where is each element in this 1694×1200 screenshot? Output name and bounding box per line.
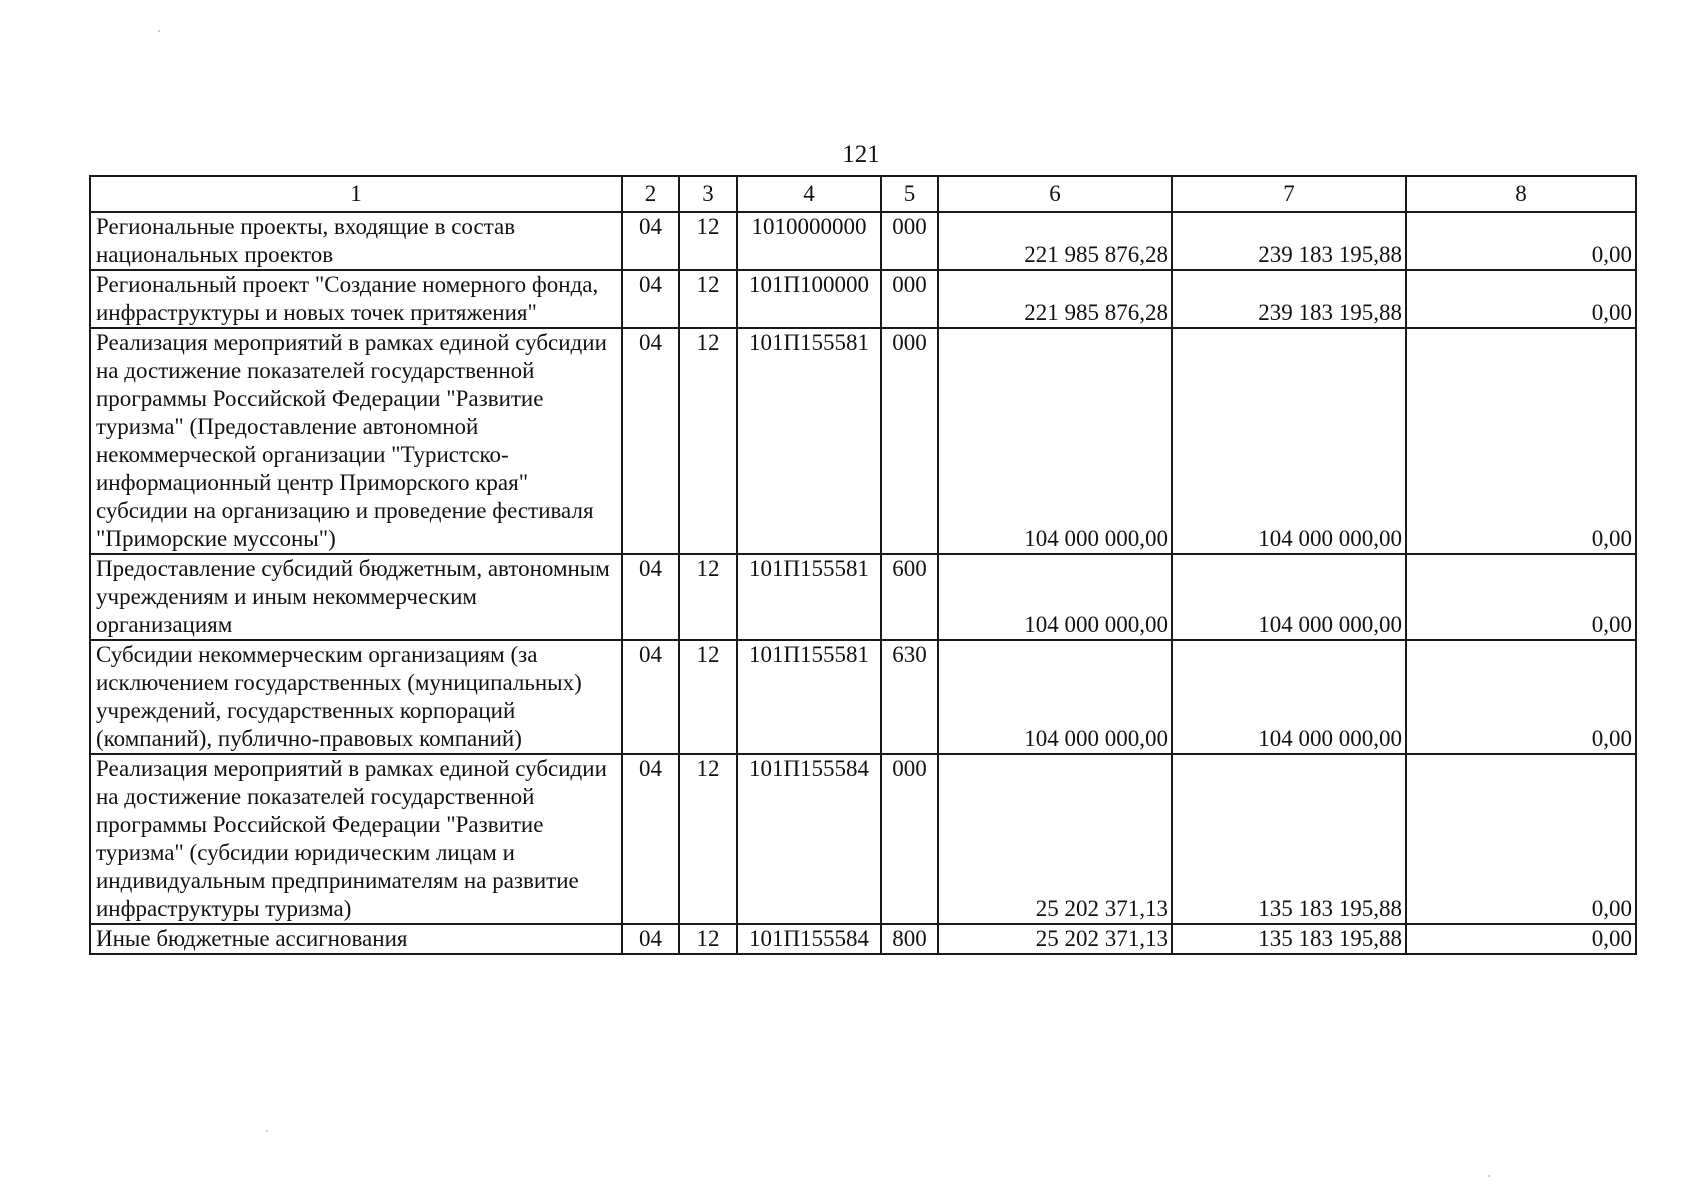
subsection-code: 12 bbox=[679, 270, 737, 328]
amount-col-7: 135 183 195,88 bbox=[1172, 924, 1406, 954]
budget-table bbox=[89, 175, 1637, 955]
amount-col-7: 104 000 000,00 bbox=[1172, 328, 1406, 554]
section-code: 04 bbox=[622, 270, 679, 328]
row-name: Иные бюджетные ассигнования bbox=[90, 924, 622, 954]
expense-type-code: 000 bbox=[881, 270, 938, 328]
amount-col-8: 0,00 bbox=[1406, 212, 1636, 270]
amount-col-8: 0,00 bbox=[1406, 924, 1636, 954]
amount-col-6: 221 985 876,28 bbox=[938, 212, 1172, 270]
amount-col-6: 25 202 371,13 bbox=[938, 924, 1172, 954]
table-row bbox=[90, 328, 1636, 554]
header-cell-7: 7 bbox=[1172, 176, 1406, 212]
amount-col-7: 104 000 000,00 bbox=[1172, 554, 1406, 640]
section-code: 04 bbox=[622, 212, 679, 270]
amount-col-8: 0,00 bbox=[1406, 554, 1636, 640]
amount-col-8: 0,00 bbox=[1406, 640, 1636, 754]
subsection-code: 12 bbox=[679, 554, 737, 640]
scan-speck bbox=[158, 30, 160, 32]
subsection-code: 12 bbox=[679, 754, 737, 924]
amount-col-6: 104 000 000,00 bbox=[938, 328, 1172, 554]
target-article-code: 101П155584 bbox=[737, 754, 881, 924]
amount-col-7: 104 000 000,00 bbox=[1172, 640, 1406, 754]
expense-type-code: 000 bbox=[881, 328, 938, 554]
target-article-code: 101П155581 bbox=[737, 554, 881, 640]
row-name: Предоставление субсидий бюджетным, автономным учреждениям и иным некоммерческим организациям bbox=[90, 554, 622, 640]
scan-speck bbox=[1488, 1175, 1490, 1177]
table-row bbox=[90, 754, 1636, 924]
header-cell-3: 3 bbox=[679, 176, 737, 212]
table-row bbox=[90, 554, 1636, 640]
section-code: 04 bbox=[622, 640, 679, 754]
row-name: Региональные проекты, входящие в состав национальных проектов bbox=[90, 212, 622, 270]
table-row bbox=[90, 924, 1636, 954]
amount-col-6: 104 000 000,00 bbox=[938, 640, 1172, 754]
page-number: 121 bbox=[842, 141, 880, 168]
subsection-code: 12 bbox=[679, 212, 737, 270]
target-article-code: 101П100000 bbox=[737, 270, 881, 328]
section-code: 04 bbox=[622, 754, 679, 924]
header-cell-4: 4 bbox=[737, 176, 881, 212]
scan-speck bbox=[266, 1130, 268, 1132]
table-row bbox=[90, 640, 1636, 754]
section-code: 04 bbox=[622, 554, 679, 640]
subsection-code: 12 bbox=[679, 640, 737, 754]
amount-col-6: 25 202 371,13 bbox=[938, 754, 1172, 924]
expense-type-code: 600 bbox=[881, 554, 938, 640]
subsection-code: 12 bbox=[679, 328, 737, 554]
row-name: Региональный проект "Создание номерного фонда, инфраструктуры и новых точек притяжения" bbox=[90, 270, 622, 328]
amount-col-8: 0,00 bbox=[1406, 270, 1636, 328]
amount-col-7: 239 183 195,88 bbox=[1172, 212, 1406, 270]
header-cell-6: 6 bbox=[938, 176, 1172, 212]
target-article-code: 1010000000 bbox=[737, 212, 881, 270]
section-code: 04 bbox=[622, 924, 679, 954]
amount-col-7: 239 183 195,88 bbox=[1172, 270, 1406, 328]
amount-col-8: 0,00 bbox=[1406, 754, 1636, 924]
target-article-code: 101П155581 bbox=[737, 328, 881, 554]
header-row bbox=[90, 176, 1636, 212]
header-cell-8: 8 bbox=[1406, 176, 1636, 212]
amount-col-7: 135 183 195,88 bbox=[1172, 754, 1406, 924]
table-row bbox=[90, 270, 1636, 328]
subsection-code: 12 bbox=[679, 924, 737, 954]
expense-type-code: 000 bbox=[881, 212, 938, 270]
expense-type-code: 000 bbox=[881, 754, 938, 924]
header-cell-5: 5 bbox=[881, 176, 938, 212]
expense-type-code: 800 bbox=[881, 924, 938, 954]
row-name: Реализация мероприятий в рамках единой субсидии на достижение показателей государственной программы Российской Федерации "Развитие туризма" (субсидии юридическим лицам и индивидуальным предпринимателям на развитие инфраструктуры туризма) bbox=[90, 754, 622, 924]
row-name: Субсидии некоммерческим организациям (за исключением государственных (муниципальных) учреждений, государственных корпораций (компаний), публично-правовых компаний) bbox=[90, 640, 622, 754]
section-code: 04 bbox=[622, 328, 679, 554]
amount-col-6: 104 000 000,00 bbox=[938, 554, 1172, 640]
table-row bbox=[90, 212, 1636, 270]
amount-col-8: 0,00 bbox=[1406, 328, 1636, 554]
expense-type-code: 630 bbox=[881, 640, 938, 754]
header-cell-2: 2 bbox=[622, 176, 679, 212]
target-article-code: 101П155581 bbox=[737, 640, 881, 754]
row-name: Реализация мероприятий в рамках единой субсидии на достижение показателей государственной программы Российской Федерации "Развитие туризма" (Предоставление автономной некоммерческой организации "Туристско-информационный центр Приморского края" субсидии на организацию и проведение фестиваля "Приморские муссоны") bbox=[90, 328, 622, 554]
amount-col-6: 221 985 876,28 bbox=[938, 270, 1172, 328]
header-cell-1: 1 bbox=[90, 176, 622, 212]
target-article-code: 101П155584 bbox=[737, 924, 881, 954]
